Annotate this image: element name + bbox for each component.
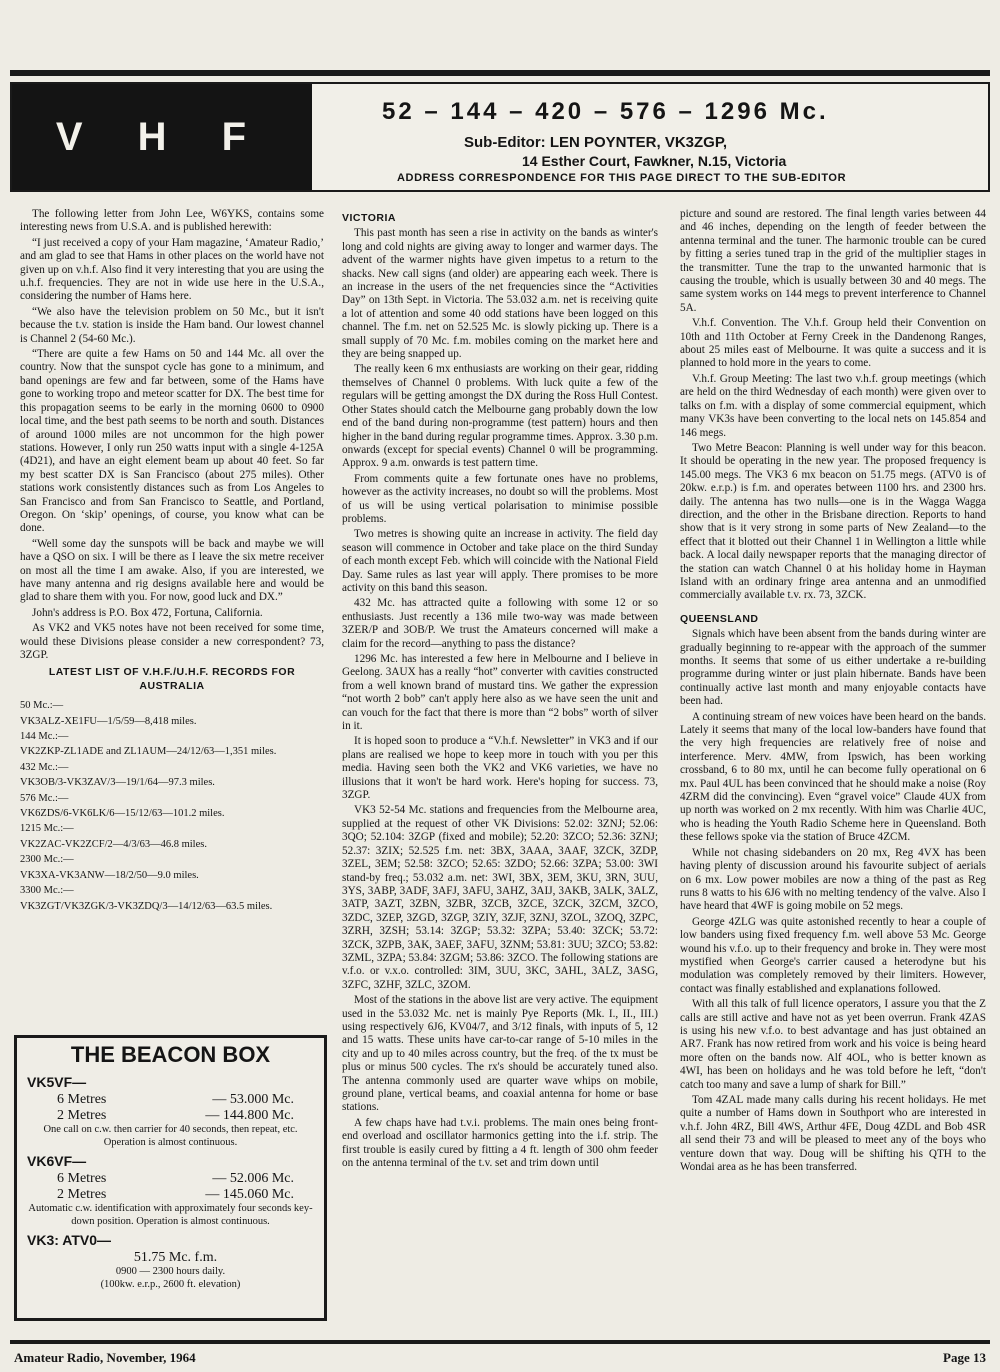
paragraph: As VK2 and VK5 notes have not been received for some time, would these Divisions please consider a new correspondent? 73, 3ZGP. [20,622,324,661]
victoria-heading: VICTORIA [342,212,396,224]
section-title: V H F [12,84,312,190]
beacon-freq: — 144.800 Mc. [205,1108,294,1123]
beacon-band: 2 Metres [57,1187,107,1202]
paragraph: picture and sound are restored. The final length varies between 44 and 46 inches, depending on the length of feeder between the antenna terminal and the tuner. The harmonic trouble can be cured by fitting a series tuned trap in the grid of the multiplier stages in the transmitter. Tune the trap to the unwanted harmonic that is causing the trouble, which is usually between 30 and 40 megs. The same system works on 144 megs to prevent interference to Channel 5A. [680,208,986,314]
beacon-freq: — 53.000 Mc. [212,1092,294,1107]
beacon-call: VK3: ATV0— [27,1232,112,1248]
records-list [20,699,324,913]
paragraph: V.h.f. Convention. The V.h.f. Group held their Convention on 10th and 11th October at Ferny Creek in the Dandenong Ranges, about 25 miles east of Melbourne. It was quite a success and it is planned to hold more in the years to come. [680,317,986,370]
beacon-freq: — 145.060 Mc. [205,1187,294,1202]
beacon-note: (100kw. e.r.p., 2600 ft. elevation) [100,1278,241,1290]
paragraph: This past month has seen a rise in activity on the bands as winter's long and cold nights are giving away to longer and warmer days. The advent of the warmer nights have given impetus to a return to the shacks. New call signs (and older) are appearing each week. There is an increase in the users of the net frequencies since the “Activities Day” on 13th Sept. in Victoria. The 53.032 a.m. net is receiving quite a lot of attention and some 40 odd stations have been logged on this channel. The f.m. net on 52.525 Mc. is slowly picking up. There is a small supply of 70 Mc. f.m. mobiles coming on the market here and they are being snapped up. [342,227,658,361]
paragraph: George 4ZLG was quite astonished recently to hear a couple of low banders using fixed frequency f.m. well above 53 Mc. George wound his v.f.o. up to their frequency and broke in. They were most mystified when George's carrier caused a heterodyne but his modulation was completely removed by their limiters. However, contact was finally established and explanations followed. [680,915,986,995]
beacon-box [14,1035,327,1321]
page-number: Page 13 [943,1350,986,1365]
record-band: 144 Mc.:— [20,731,69,743]
record-value: VK3OB/3-VK3ZAV/3—19/1/64—97.3 miles. [20,777,215,789]
beacon-line [27,1092,314,1108]
paragraph: “I just received a copy of your Ham magazine, ‘Amateur Radio,’ and am glad to see that Hams in other places on the world have not given up on v.h.f. Also find it very interesting that you are using the u.h.f. frequencies. They are not in wide use here in the U.S.A., considering the number of Hams here. [20,236,324,303]
beacon-call: VK5VF— [27,1074,87,1090]
beacon-note: One call on c.w. then carrier for 40 seconds, then repeat, etc. Operation is almost continuous. [43,1124,298,1148]
record-band: 3300 Mc.:— [20,885,74,897]
beacon-band: 6 Metres [57,1092,107,1107]
paragraph: VK3 52-54 Mc. stations and frequencies from the Melbourne area, supplied at the request of other VK Divisions: 52.02: 3ZNJ; 52.06: 3QO; 52.104: 3ZGP (fixed and mobile); 52.20: 3ZCO; 52.36: 3ZNJ; 52.37: 3ZIX; 52.525 f.m. net: 3BX, 3AAA, 3AAF, 3ZCK, 3ZDP, 3ZEL, 3EM; 52.58: 3ZCO; 52.65: 3ZDO; 52.66: 3ZPA; 53.00: 3WI stand-by freq.; 53.032 a.m. net: 3WI, 3BX, 3EM, 3KU, 3RN, 3UU, 3YS, 3ABP, 3ADF, 3AFJ, 3AFU, 3AHZ, 3AIJ, 3AKB, 3ALK, 3ALZ, 3ATP, 3AZT, 3ZBN, 3ZBR, 3ZCB, 3ZCE, 3ZCK, 3ZCM, 3ZCO, 3ZDC, 3ZEP, 3ZGD, 3ZGP, 3ZIY, 3ZJF, 3ZNJ, 3ZOL, 3ZOQ, 3ZPC, 3ZRH, 3ZSH; 53.14: 3ZGP; 53.32: 3ZPA; 53.40: 3ZCK; 53.72: 3ZCK, 3ZPB, 3AK, 3AEF, 3AFU, 3ZNM; 53.81: 3UU; 3ZCO; 53.82: 3ZML, 3ZPA; 53.84: 3ZGM; 53.86: 3ZCO. The following stations are v.f.o. or v.x.o. controlled: 3IM, 3UU, 3KC, 3AHL, 3ALZ, 3ASG, 3ZFC, 3ZHF, 3ZLC, 3ZOM. [342,804,658,991]
correspondence-note: ADDRESS CORRESPONDENCE FOR THIS PAGE DIRECT TO THE SUB-EDITOR [397,172,847,184]
beacon-call: VK6VF— [27,1153,87,1169]
paragraph: “There are quite a few Hams on 50 and 144 Mc. all over the country. Now that the sunspot cycle has gone to a minimum, and band openings are few and far between, some of the Hams have gone to working tropo and meteor scatter for DX. The best time for this propagation seems to be early in the morning 0600 to 0900 local time, and the best path seems to be north and south. Distances of around 1000 miles are not uncommon for the high power stations. However, I only run 250 watts input with a single 4-125A (4D21), and have an eight element beam up about 40 feet. So far my best scatter DX is San Francisco (about 275 miles). Other stations work consistently distances such as from Los Angeles to San Francisco and from San Francisco to Seattle, and Portland, Oregon. On ‘skip’ openings, of course, you know what can be done. [20,348,324,535]
record-value: VK3ZGT/VK3ZGK/3-VK3ZDQ/3—14/12/63—63.5 miles. [20,900,273,912]
address-line: 14 Esther Court, Fawkner, N.15, Victoria [522,153,787,169]
paragraph: Two Metre Beacon: Planning is well under way for this beacon. It should be operating in the new year. The proposed frequency is 145.00 megs. The VK3 6 mx beacon on 51.75 megs. (ATV0 is of 20kw. e.r.p.) is f.m. and operates between 1100 hrs. and 2300 hrs. daily. The antenna has two nulls—one is in the Wagga Wagga direction, and the other in the Brisbane direction. Reports to hand show that is it very strong in some parts of New Zealand—to the effect that it blotted out their Channel 1 in Wellington a little while back. A local daily newspaper reports that the managing director of the station can watch Channel 0 at his holiday home in Hayman Island with an ordinary fringe area antenna and an unmodified commercially available t.v. rx. 73, 3ZCK. [680,441,986,602]
paragraph: With all this talk of full licence operators, I assure you that the Z calls are still active and have not as yet been overrun. Frank 4ZAS is using his new v.f.o. to best advantage and has just obtained an AR7. Frank has now retired from work and his voice is being heard more often on the bands now. Alf 4OL, who is better known as 4WI, has been on holidays and he was told before he left, “don't catch too many and save a lump of shark for Bill.” [680,998,986,1091]
record-band: 2300 Mc.:— [20,854,74,866]
paragraph: Signals which have been absent from the bands during winter are gradually beginning to re-appear with the approach of the summer months. It seems that some of us either undertake a re-building programme during winter or just plain hibernate. Bands have been continually active last month and many enjoyable contacts have been had. [680,628,986,708]
record-value: VK3XA-VK3ANW—18/2/50—9.0 miles. [20,869,199,881]
paragraph: A few chaps have had t.v.i. problems. The main ones being front-end overload and oscillator harmonics getting into the i.f. strip. The first trouble is easily cured by fitting a 4 ft. length of 300 ohm feeder on the antenna terminal of the t.v. set and trim down until [342,1116,658,1170]
record-band: 576 Mc.:— [20,792,69,804]
beacon-box-title: THE BEACON BOX [70,1042,271,1067]
column-3 [680,208,986,1328]
record-band: 1215 Mc.:— [20,823,74,835]
record-value: VK6ZDS/6-VK6LK/6—15/12/63—101.2 miles. [20,808,225,820]
beacon-note: Automatic c.w. identification with approximately four seconds key-down position. Operation is almost continuous. [28,1203,313,1227]
paragraph: A continuing stream of new voices have been heard on the bands. Lately it seems that many of the local low-banders have found that the very high frequencies are relatively free of noise and interference. Merv. 4MW, from Ipswich, has been working crossband, 6 to 80 mx, until he can become fully operational on 6 mx. Paul 4UL has been convinced that he should make a noise (Roy 4ZRM did the convincing). Even “gravel voice” Claude 4UX from up north was worked on 2 mx recently. With him was Charlie 4UC, who is heading the Youth Radio Scheme here in Queensland. Both these fellows spoke via the station of Bruce 4ZCM. [680,710,986,844]
record-band: 432 Mc.:— [20,761,69,773]
sub-editor-line: Sub-Editor: LEN POYNTER, VK3ZGP, [464,134,728,151]
beacon-freq: — 52.006 Mc. [212,1171,294,1186]
page-footer [10,1340,990,1372]
record-value: VK3ALZ-XE1FU—1/5/59—8,418 miles. [20,715,197,727]
record-value: VK2ZKP-ZL1ADE and ZL1AUM—24/12/63—1,351 miles. [20,746,277,758]
paragraph: The really keen 6 mx enthusiasts are working on their gear, ridding themselves of Channel 0 problems. With luck quite a few of the regulars will be getting amongst the DX during the Ross Hull Contest. Other States should catch the Melbourne gang probably down the low end of the band during non-programme (test pattern) hours and then higher in the band during regular programme times. Approx. 3.30 p.m. onwards (except for special events) Channel 0 will be programming. Approx. 9 a.m. onwards is test pattern time. [342,363,658,470]
paragraph: While not chasing sidebanders on 20 mx, Reg 4VX has been having plenty of discussion around his favourite subject of aerials on 6 mx. Low power mobiles are now a thing of the past as Reg runs 8 watts to his 6J6 with no melting tendency of the valve. Also I have heard that 4WF is going mobile on 52 megs. [680,846,986,913]
paragraph: “Well some day the sunspots will be back and maybe we will have a QSO on six. I will be there as I leave the six metre receiver on most all the time I am awake. Also, if you are interested, we have many antenna and rig designs available here and would be glad to share them with you. For now, good luck and DX.” [20,537,324,604]
paragraph: Two metres is showing quite an increase in activity. The field day season will commence in October and take place on the third Sunday of each month except Feb. which will coincide with the National Field Day. Same rules as last year will apply. There promises to be more activity on this band this season. [342,528,658,594]
record-value: VK2ZAC-VK2ZCF/2—4/3/63—46.8 miles. [20,838,207,850]
beacon-line [27,1187,314,1203]
paragraph: It is hoped soon to produce a “V.h.f. Newsletter” in VK3 and if our plans are realised we hope to keep more in touch with you per this media. Having seen both the VK2 and VK6 varieties, we have no illusions that it won't be hard work. Here's hoping for success. 73, 3ZGP. [342,735,658,802]
publication-date: Amateur Radio, November, 1964 [14,1350,196,1365]
record-band: 50 Mc.:— [20,700,64,712]
beacon-line: 51.75 Mc. f.m. [133,1250,218,1265]
paragraph: From comments quite a few fortunate ones have no problems, however as the activity increases, no doubt so will the problems. Most of us will be using vertical polarisation to minimise possible problems. [342,472,658,525]
paragraph: John's address is P.O. Box 472, Fortuna, California. [32,606,263,619]
records-heading: LATEST LIST OF V.H.F./U.H.F. RECORDS FOR AUSTRALIA [48,666,296,692]
paragraph: “We also have the television problem on 50 Mc., but it isn't because the t.v. station is inside the Ham band. Our lowest channel is Channel 2 (54-60 Mc.). [20,305,324,345]
beacon-note: 0900 — 2300 hours daily. [115,1266,226,1277]
frequency-bands: 52 – 144 – 420 – 576 – 1296 Mc. [382,98,829,125]
paragraph: Most of the stations in the above list are very active. The equipment used in the 53.032 Mc. net is mainly Pye Reports (Mk. I., II., III.) using respectively 6J6, KV04/7, and 3/12 finals, with inputs of 5, 12 and 15 watts. These units have car-to-car range of 5-10 miles in the city and up to 40 miles across country, but the freq. of the tx must be plus or minus 500 cycles. The rx's should be accurately tuned also. The antenna commonly used are quarter wave whips on mobile, ground plane, vertical beams, and coaxial antenna for home or base stations. [342,994,658,1114]
beacon-band: 2 Metres [57,1108,107,1123]
paragraph: 1296 Mc. has interested a few here in Melbourne and I believe in Geelong. 3AUX has a really “hot” converter with cavities constructed from a well known brand of mustard tins. We gather the expression “not worth 2 bob” can't apply here also as we have seen the unit and can vouch for the fact that there is more than “2 bobs” worth of silver in it. [342,653,658,733]
paragraph: V.h.f. Group Meeting: The last two v.h.f. group meetings (which are held on the third Wednesday of each month) were given over to talks on f.m. with a display of some commercial equipment, which many VK3s have been converting to the local nets on 145.854 and 146 megs. [680,372,986,439]
beacon-line [27,1108,314,1124]
beacon-line [27,1171,314,1187]
top-rule [10,70,990,76]
paragraph: 432 Mc. has attracted quite a following with some 12 or so enthusiasts. Just recently a 136 mile two-way was made between 3ZER/P and 3OB/P. We trust the Amateurs concerned will make a claim for the record—anything to pass the distance? [342,597,658,650]
column-2 [342,208,658,1328]
paragraph: Tom 4ZAL made many calls during his recent holidays. He met quite a number of Hams down in Southport who are interested in v.h.f. John 4RZ, Bill 4WS, Arthur 4FE, Doug 4ZDL and Bob 4SR all send their 73 and will be pleased to meet any of the boys who venture down that way. Doug will be shifting his QTH to the Wondai area as he has been transferred. [680,1094,986,1174]
queensland-heading: QUEENSLAND [680,612,759,625]
beacon-band: 6 Metres [57,1171,107,1186]
paragraph: The following letter from John Lee, W6YKS, contains some interesting news from U.S.A. and is published herewith: [20,208,324,234]
section-header [10,82,990,192]
